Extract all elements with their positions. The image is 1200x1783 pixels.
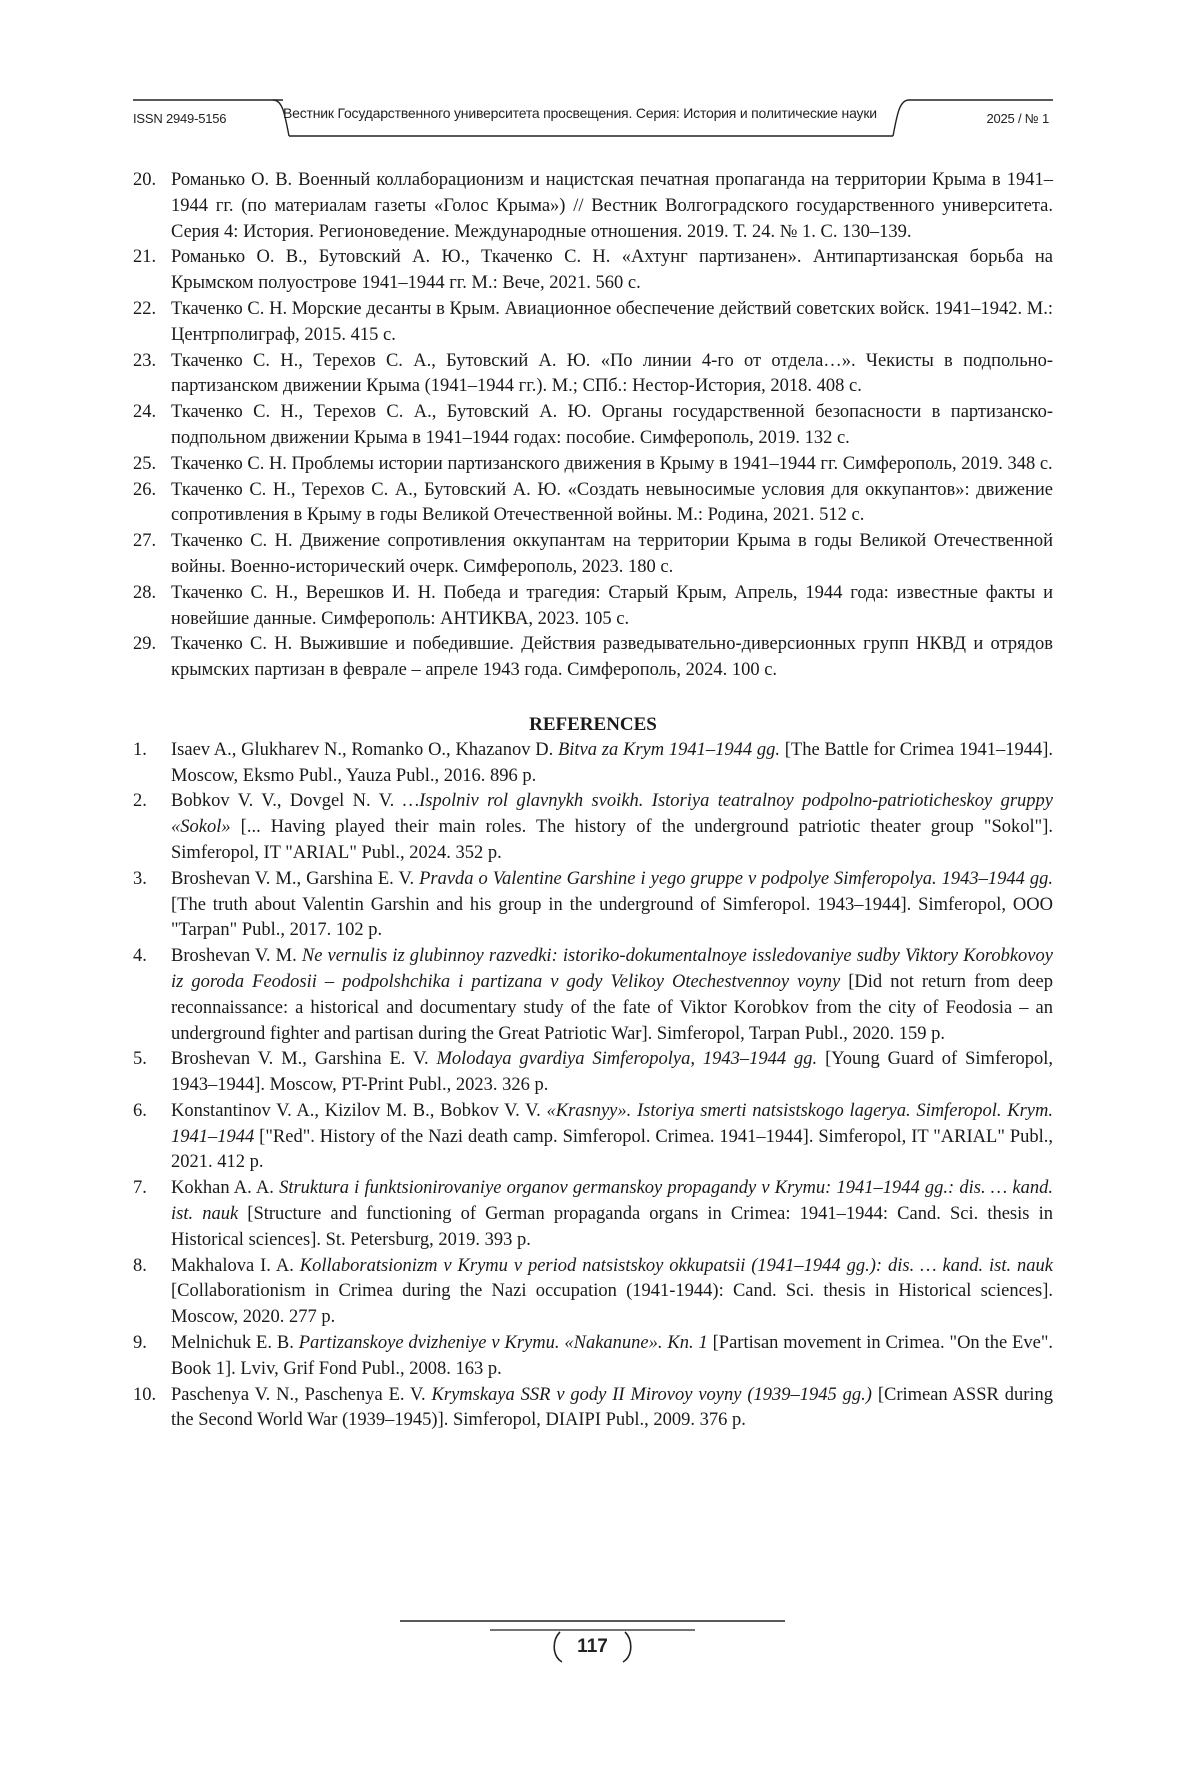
reference-text-segment: Ткаченко С. Н. Движение сопротивления оккупантам на территории Крыма в годы Великой Отечественной войны. Военно-исторический очерк. Симферополь, 2023. 180 с. <box>171 531 1053 577</box>
reference-text-segment: Broshevan V. M., Garshina E. V. <box>171 1049 437 1070</box>
reference-text-segment: Ткаченко С. Н., Терехов С. А., Бутовский А. Ю. «Создать невыносимые условия для оккупантов»: движение сопротивления в Крыму в годы Великой Отечественной войны. М.: Родина, 2021. 512 с. <box>171 479 1053 526</box>
reference-number: 6. <box>133 1100 147 1121</box>
reference-text-segment: Ткаченко С. Н. Морские десанты в Крым. Авиационное обеспечение действий советских войск. 1941–1942. М.: Центрполиграф, 2015. 415 с. <box>171 298 1053 345</box>
reference-number: 27. <box>133 531 157 552</box>
reference-number: 24. <box>133 402 157 423</box>
reference-text <box>171 349 1053 401</box>
reference-text <box>171 478 1053 530</box>
reference-item <box>133 478 1053 530</box>
reference-number: 8. <box>133 1255 147 1276</box>
reference-text <box>171 452 1053 478</box>
reference-item <box>133 581 1053 633</box>
reference-text <box>171 245 1053 297</box>
journal-title: Вестник Государственного университета просвещения. Серия: История и политические науки <box>283 105 877 121</box>
reference-title-italic: «Krasnyy». Istoriya smerti natsistskogo lagerya. Simferopol. Krym. 1941–1944 <box>171 1100 1053 1147</box>
reference-number: 21. <box>133 247 157 268</box>
reference-number: 2. <box>133 791 147 812</box>
reference-text-segment: Романько О. В. Военный коллаборационизм и нацистская печатная пропаганда на территории Крыма в 1941–1944 гг. (по материалам газеты «Голос Крыма») // Вестник Волгоградского государственного университета. Серия 4: История. Регионоведение. Международные отношения. 2019. Т. 24. № 1. С. 130–139. <box>171 170 1053 242</box>
page-number: 117 <box>577 1636 608 1657</box>
reference-number: 28. <box>133 582 157 603</box>
reference-text-segment: [The Battle for Crimea 1941–1944]. Moscow, Eksmo Publ., Yauza Publ., 2016. 896 p. <box>171 739 1053 786</box>
reference-text <box>171 867 1053 944</box>
reference-text-segment: Broshevan V. M. <box>171 946 302 967</box>
reference-text-segment: Paschenya V. N., Paschenya E. V. <box>171 1384 432 1405</box>
reference-text <box>171 1331 1053 1383</box>
reference-title-italic: Kollaboratsionizm v Krymu v period natsistskoy okkupatsii (1941–1944 gg.): dis. … kand. ist. nauk <box>299 1255 1053 1276</box>
reference-text <box>171 738 1053 790</box>
reference-text <box>171 1047 1053 1099</box>
reference-title-italic: Partizanskoye dvizheniye v Krymu. «Nakanune». Kn. 1 <box>298 1333 708 1354</box>
reference-text-segment: [Crimean ASSR during the Second World War (1939–1945)]. Simferopol, DIAIPI Publ., 2009. 376 p. <box>171 1384 1054 1431</box>
reference-item <box>133 1254 1053 1331</box>
reference-item <box>133 789 1053 866</box>
reference-text <box>171 632 1053 684</box>
reference-item <box>133 297 1053 349</box>
reference-item <box>133 1383 1053 1435</box>
reference-number: 10. <box>133 1384 157 1405</box>
reference-number: 29. <box>133 634 157 655</box>
reference-item <box>133 1047 1053 1099</box>
reference-number: 5. <box>133 1049 147 1070</box>
reference-text-segment: Konstantinov V. A., Kizilov M. B., Bobkov V. V. <box>171 1100 547 1121</box>
reference-text <box>171 789 1053 866</box>
reference-item <box>133 400 1053 452</box>
reference-text-segment: Ткаченко С. Н. Проблемы истории партизанского движения в Крыму в 1941–1944 гг. Симферополь, 2019. 348 с. <box>171 453 1053 474</box>
reference-text-segment: Makhalova I. A. <box>171 1255 300 1276</box>
english-reference-list <box>133 738 1053 1435</box>
reference-text-segment: Melnichuk E. B. <box>171 1333 299 1354</box>
reference-item <box>133 529 1053 581</box>
reference-text-segment: [The truth about Valentin Garshin and his group in the underground of Simferopol. 1943–1944]. Simferopol, OOO "Tarpan" Publ., 2017. 102 p. <box>171 894 1053 941</box>
issn: ISSN 2949-5156 <box>133 111 227 126</box>
reference-text-segment: [Did not return from deep reconnaissance: a historical and documentary study of the fate of Viktor Korobkov from the city of Feodosia – an underground fighter and partisan during the Great Patriotic War]. Simferopol, Tarpan Publ., 2020. 159 p. <box>171 971 1053 1044</box>
reference-number: 23. <box>133 350 157 371</box>
reference-title-italic: Krymskaya SSR v gody II Mirovoy voyny (1939–1945 gg.) <box>431 1384 872 1405</box>
reference-title-italic: Bitva za Krym 1941–1944 gg. <box>557 739 780 760</box>
reference-text-segment: [Partisan movement in Crimea. "On the Eve". Book 1]. Lviv, Grif Fond Publ., 2008. 163 p. <box>171 1333 1053 1379</box>
reference-item <box>133 1176 1053 1253</box>
reference-number: 9. <box>133 1333 147 1354</box>
russian-reference-list <box>133 168 1053 684</box>
reference-title-italic: Ne vernulis iz glubinnoy razvedki: istoriko-dokumentalnoye issledovaniye sudby Viktory Korobkovoy iz goroda Feodosii – podpolshchika i partizana v gody Velikoy Otechestvennoy voyny <box>171 946 1053 992</box>
reference-item <box>133 1331 1053 1383</box>
reference-number: 7. <box>133 1178 147 1199</box>
reference-text <box>171 944 1053 1047</box>
reference-text <box>171 529 1053 581</box>
reference-text-segment: Ткаченко С. Н., Верешков И. Н. Победа и трагедия: Старый Крым, Апрель, 1944 года: известные факты и новейшие данные. Симферополь: АНТИКВА, 2023. 105 с. <box>171 582 1053 629</box>
reference-item <box>133 168 1053 245</box>
reference-number: 25. <box>133 453 157 474</box>
reference-title-italic: Pravda o Valentine Garshine i yego gruppe v podpolye Simferopolya. 1943–1944 gg. <box>419 868 1054 889</box>
reference-text-segment: Ткаченко С. Н. Выжившие и победившие. Действия разведывательно-диверсионных групп НКВД и отрядов крымских партизан в феврале – апреле 1943 года. Симферополь, 2024. 100 с. <box>171 634 1053 681</box>
reference-text-segment: Isaev A., Glukharev N., Romanko O., Khazanov D. <box>171 739 558 760</box>
reference-text-segment: Романько О. В., Бутовский А. Ю., Ткаченко С. Н. «Ахтунг партизанен». Антипартизанская борьба на Крымском полуострове 1941–1944 гг. М.: Вече, 2021. 560 с. <box>171 247 1053 294</box>
page-body <box>133 168 1053 1434</box>
reference-text-segment: [Young Guard of Simferopol, 1943–1944]. Moscow, PT-Print Publ., 2023. 326 p. <box>171 1049 1053 1096</box>
references-heading: REFERENCES <box>529 713 657 735</box>
issue-number: 2025 / № 1 <box>986 111 1049 126</box>
reference-text <box>171 1254 1053 1331</box>
reference-item <box>133 867 1053 944</box>
reference-item <box>133 452 1053 478</box>
reference-title-italic: …Ispolniv rol glavnykh svoikh. Istoriya teatralnoy podpolno-patrioticheskoy gruppy «Sokol» <box>171 791 1053 838</box>
reference-text <box>171 168 1053 245</box>
reference-title-italic: Struktura i funktsionirovaniye organov germanskoy propagandy v Krymu: 1941–1944 gg.: dis. … kand. ist. nauk <box>171 1178 1053 1225</box>
reference-text-segment: Broshevan V. M., Garshina E. V. <box>171 868 420 889</box>
reference-text-segment: [Collaborationism in Crimea during the Nazi occupation (1941-1944): Cand. Sci. thesis in Historical sciences]. Moscow, 2020. 277 p. <box>171 1281 1053 1328</box>
page-footer <box>400 1620 785 1680</box>
reference-text-segment: ["Red". History of the Nazi death camp. Simferopol. Crimea. 1941–1944]. Simferopol, IT "ARIAL" Publ., 2021. 412 p. <box>171 1126 1053 1173</box>
reference-number: 22. <box>133 298 157 319</box>
reference-item <box>133 944 1053 1047</box>
reference-text-segment: Kokhan A. A. <box>171 1178 280 1199</box>
reference-text <box>171 297 1053 349</box>
reference-text-segment: Ткаченко С. Н., Терехов С. А., Бутовский А. Ю. «По линии 4-го от отдела…». Чекисты в подпольно-партизанском движении Крыма (1941–1944 гг.). М.; СПб.: Нестор-История, 2018. 408 с. <box>171 350 1053 397</box>
reference-number: 4. <box>133 946 147 967</box>
reference-text-segment: Ткаченко С. Н., Терехов С. А., Бутовский А. Ю. Органы государственной безопасности в партизанско-подпольном движении Крыма в 1941–1944 годах: пособие. Симферополь, 2019. 132 с. <box>171 402 1053 448</box>
reference-text <box>171 1176 1053 1253</box>
reference-number: 1. <box>133 739 147 760</box>
reference-item <box>133 245 1053 297</box>
reference-text <box>171 400 1053 452</box>
reference-text-segment: Bobkov V. V., Dovgel N. V. <box>171 791 403 812</box>
reference-text <box>171 1099 1053 1176</box>
running-header <box>133 96 1053 140</box>
reference-item <box>133 632 1053 684</box>
reference-number: 20. <box>133 170 157 190</box>
reference-item <box>133 349 1053 401</box>
reference-title-italic: Molodaya gvardiya Simferopolya, 1943–1944 gg. <box>436 1049 818 1070</box>
reference-text <box>171 581 1053 633</box>
reference-text-segment: [... Having played their main roles. The history of the underground patriotic theater group "Sokol"]. Simferopol, IT "ARIAL" Publ., 2024. 352 p. <box>171 817 1053 863</box>
reference-number: 3. <box>133 868 147 889</box>
reference-text <box>171 1383 1053 1435</box>
reference-item <box>133 738 1053 790</box>
reference-text-segment: [Structure and functioning of German propaganda organs in Crimea: 1941–1944: Cand. Sci. thesis in Historical sciences]. St. Petersburg, 2019. 393 p. <box>171 1204 1053 1250</box>
reference-item <box>133 1099 1053 1176</box>
reference-number: 26. <box>133 479 157 500</box>
